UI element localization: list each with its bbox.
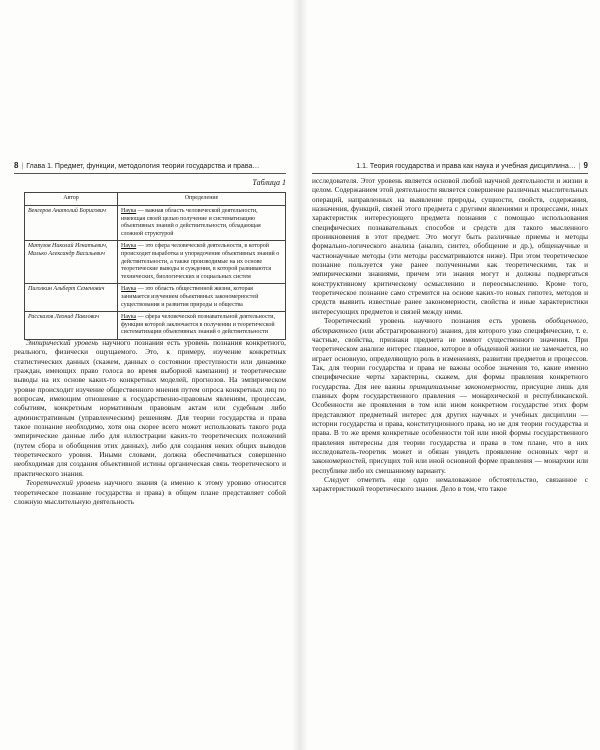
left-running-head — [14, 160, 286, 172]
table-row — [25, 284, 286, 312]
right-header-rule — [312, 173, 588, 174]
paragraph — [14, 478, 286, 506]
definition-cell — [118, 284, 286, 312]
left-body-text — [14, 338, 286, 506]
definition-cell — [118, 312, 286, 340]
paragraph-lead-term: Теоретический уровень — [26, 478, 101, 488]
definition-term: Наука — [121, 208, 137, 214]
running-head-separator: | — [578, 163, 581, 170]
column-header-author: Автор — [25, 193, 118, 206]
paragraph-text: Следует отметить еще одно немаловажное обстоятельство, связанное с характеристикой теоретического знания. Дело в том, что такое — [312, 475, 588, 494]
paragraph-text: Теоретический уровень научного познания есть уровень — [324, 316, 546, 326]
definition-term: Наука — [121, 314, 137, 321]
definition-text: — это сфера человеческой деятельности, в которой происходит выработка и упорядочение объективных знаний о действительности, а также производимые на их основе теоретические выводы и суждения, в которой развиваются технических, биологических и социальных систем — [121, 243, 280, 280]
definition-text: — важная область человеческой деятельности, имеющая своей целью получение и систематизацию объективных знаний о действительности, обладающая сложной структурой — [121, 208, 261, 237]
column-header-definition: Определение — [118, 193, 286, 206]
definition-text: — сфера человеческой познавательной деятельности, функция которой заключается в получении и теоретической систематизации объективных знаний о действительности — [121, 314, 275, 336]
author-cell: Венгеров Анатолий Борисович — [25, 206, 118, 241]
paragraph-text: научного знания (а именно к этому уровню относится теоретическое познание государства и права) в общем плане представляет собой сложную мыслительную деятельность — [14, 478, 286, 506]
author-cell: Рассказов Леонид Павлович — [25, 312, 118, 340]
paragraph — [14, 338, 286, 478]
paragraph-text: научного познания есть уровень познания конкретного, реального, физически ощущаемого. Это, к примеру, изучение конкретных статистических данных (скажем, данных о состоянии преступности или динамике граждан, имеющих право голоса во время выборной кампании) и теоретические выводы на их основе каких-то конкретных моделей, прогнозов. На эмпирическом уровне происходит изучение общественного мнения путем опроса конкретных лиц по вопросам, имеющим отношение к государственно-правовым явлениям, процессам, событиям, конкретным нормативным правовым актам или судебным либо административным (управленческим) решениям. Для теории государства и права такое познание необходимо, хотя она скорее всего может использовать такого рода эмпирические данные либо для иллюстрации каких-то теоретических положений (путем сбора и обобщения этих данных), либо для создания неких общих выводов теоретического уровня. Иными словами, должна обеспечиваться совершенно необходимая для создания объективной истины органическая связь теоретического и практического знания. — [14, 338, 286, 478]
paragraph-text: (или абстрагированного) знания, для которого узко специфические, т. е. частные, свойства, признаки предмета не имеют существенного значения. При теоретическом анализе интерес главное, которое в обыденной жизни не замечается, но играет основную, определяющую роль в изменениях, развитии предметов и процессов. Так, для теории государства и права не важны особое значения то, какие именно специфические черты характерны, скажем, для формы правления конкретного государства. Для нее важны — [312, 325, 588, 391]
paragraph — [312, 176, 588, 316]
left-running-head-title: Глава 1. Предмет, функции, методология теории государства и права… — [26, 163, 260, 170]
paragraph-lead-term: Эмпирический уровень — [26, 338, 99, 347]
left-page-number: 8 — [14, 161, 19, 170]
left-header-rule — [14, 173, 286, 174]
paragraph-text: исследователя. Этот уровень является основой любой научной деятельности и жизни в целом. Содержанием этой деятельности является совершение различных мыслительных операций, направленных на выявление природы, сущности, свойств, содержания, назначения, функций, связей этого предмета с другими явлениями и процессами, иных характеристик интересующего предмета познания с помощью использования специфических познавательных способов и средств для такого мысленного проникновения в этот предмет. Это могут быть различные приемы и методы формально-логического анализа (анализ, синтез, обобщение и др.), общенаучные и частнонаучные методы (эти методы рассматриваются ниже). При этом теоретическое познание пользуется уже ранее полученными как теоретическими, так и эмпирическими знаниями, причем эти знания могут и должны подвергаться конструктивному критическому осмыслению и переосмыслению. Кроме того, теоретическое познание само стремится на основе каких-то новых гипотез, методов и средств выявить известные ранее закономерности, свойства и иные характеристики интересующих предметов и связей между ними. — [312, 176, 588, 316]
table-row — [25, 312, 286, 340]
table-row — [25, 241, 286, 284]
paragraph-text: , присущие лишь для главных форм государственного правления — монархической и республиканской. Особенности же проявления в том или ином конкретном государстве этих форм представляют предметный интерес для других научных и учебных дисциплин — истории государства и права, конституционного права, но не для теории государства и права. В то же время конкретные особенности той или иной формы государственного правления интересны для теории государства и права в том плане, что в них исследователь-теоретик может и обязан увидеть проявление основных черт и закономерностей, присущих той или иной основной форме правления — монархии или республике либо их смешанному варианту. — [312, 381, 588, 475]
table-caption: Таблица 1 — [252, 178, 286, 187]
emphasized-text: принципиальные закономерности — [409, 381, 516, 391]
right-body-text — [312, 176, 588, 494]
definition-term: Наука — [121, 243, 137, 250]
definition-term: Наука — [121, 286, 137, 293]
running-head-separator: | — [21, 163, 24, 170]
paragraph — [312, 475, 588, 494]
right-running-head — [312, 160, 588, 172]
table-row — [25, 206, 286, 241]
definition-cell — [118, 241, 286, 284]
right-page — [300, 0, 600, 750]
author-cell: Пиголкин Альберт Семенович — [25, 284, 118, 312]
table-header-row — [25, 193, 286, 206]
definition-text: — это область общественной жизни, которая занимается изучением объективных закономерностей существования и развития природы и общества — [121, 286, 259, 308]
definitions-table — [24, 192, 286, 340]
right-running-head-title: 1.1. Теория государства и права как наука и учебная дисциплина… — [356, 163, 576, 170]
author-cell: Матузов Николай Игнатьевич, Малько Александр Васильевич — [25, 241, 118, 284]
right-page-number: 9 — [583, 161, 588, 170]
definition-cell — [118, 206, 286, 241]
emphasized-text: обобщенного, абстрактного — [312, 316, 588, 335]
paragraph — [312, 316, 588, 475]
